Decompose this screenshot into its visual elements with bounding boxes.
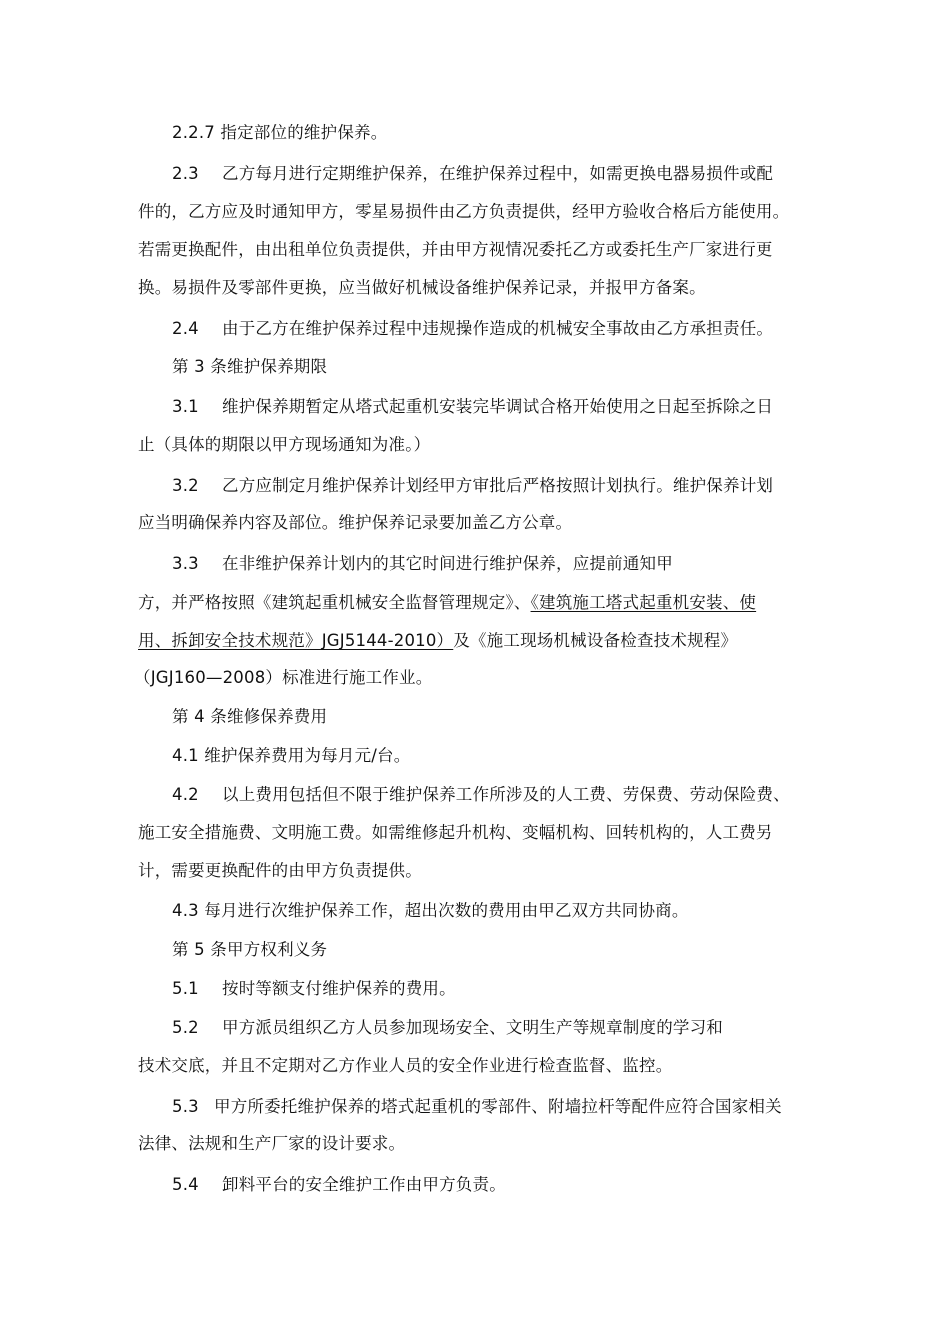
text-line: 用、拆卸安全技术规范》JGJ5144-2010）及《施工现场机械设备检查技术规程》	[138, 631, 738, 650]
clause-number: 2.3	[172, 164, 199, 183]
clause-text: 乙方每月进行定期维护保养，在维护保养过程中，如需更换电器易损件或配	[222, 164, 774, 183]
section-heading-3: 第 3 条维护保养期限	[172, 357, 328, 376]
text-line: 止（具体的期限以甲方现场通知为准。）	[138, 435, 431, 454]
clause-text: 乙方应制定月维护保养计划经甲方审批后严格按照计划执行。维护保养计划	[222, 476, 774, 495]
clause-number: 5.2	[172, 1018, 199, 1037]
underlined-reference: 《建筑施工塔式起重机安装、使	[530, 593, 757, 612]
text-line: 应当明确保养内容及部位。维护保养记录要加盖乙方公章。	[138, 513, 573, 532]
clause-number: 3.3	[172, 554, 199, 573]
clause-text: 在非维护保养计划内的其它时间进行维护保养，应提前通知甲	[222, 554, 673, 573]
text-line: 计，需要更换配件的由甲方负责提供。	[138, 861, 422, 880]
clause-number: 3.1	[172, 397, 199, 416]
clause-text: 由于乙方在维护保养过程中违规操作造成的机械安全事故由乙方承担责任。	[222, 319, 774, 338]
clause-3-3	[172, 552, 673, 576]
clause-text: 卸料平台的安全维护工作由甲方负责。	[222, 1175, 506, 1194]
clause-number: 5.4	[172, 1175, 199, 1194]
text-line: 件的，乙方应及时通知甲方，零星易损件由乙方负责提供，经甲方验收合格后方能使用。	[138, 202, 790, 221]
clause-text: 以上费用包括但不限于维护保养工作所涉及的人工费、劳保费、劳动保险费、	[222, 785, 790, 804]
clause-4-1: 4.1 维护保养费用为每月元/台。	[172, 746, 411, 765]
clause-number: 2.4	[172, 319, 199, 338]
clause-text: 甲方所委托维护保养的塔式起重机的零部件、附墙拉杆等配件应符合国家相关	[214, 1097, 782, 1116]
clause-5-3	[172, 1095, 782, 1119]
text-line: 若需更换配件，由出租单位负责提供，并由甲方视情况委托乙方或委托生产厂家进行更	[138, 240, 773, 259]
text-line: 方，并严格按照《建筑起重机械安全监督管理规定》、《建筑施工塔式起重机安装、使	[138, 593, 757, 612]
clause-text: 按时等额支付维护保养的费用。	[222, 979, 456, 998]
clause-5-1	[172, 977, 456, 1001]
section-heading-5: 第 5 条甲方权利义务	[172, 940, 328, 959]
text-line: 法律、法规和生产厂家的设计要求。	[138, 1134, 406, 1153]
text-line: 换。易损件及零部件更换，应当做好机械设备维护保养记录，并报甲方备案。	[138, 278, 706, 297]
clause-number: 3.2	[172, 476, 199, 495]
clause-text: 甲方派员组织乙方人员参加现场安全、文明生产等规章制度的学习和	[222, 1018, 723, 1037]
clause-number: 5.1	[172, 979, 199, 998]
clause-number: 4.2	[172, 785, 199, 804]
clause-2-3	[172, 162, 773, 186]
text-line: 技术交底，并且不定期对乙方作业人员的安全作业进行检查监督、监控。	[138, 1056, 673, 1075]
clause-2-2-7: 2.2.7 指定部位的维护保养。	[172, 123, 388, 142]
clause-4-2	[172, 783, 790, 807]
clause-4-3: 4.3 每月进行次维护保养工作，超出次数的费用由甲乙双方共同协商。	[172, 901, 689, 920]
underlined-reference: 用、拆卸安全技术规范》JGJ5144-2010）	[138, 631, 454, 650]
clause-5-2	[172, 1016, 723, 1040]
text-line: （JGJ160—2008）标准进行施工作业。	[134, 668, 433, 687]
section-heading-4: 第 4 条维修保养费用	[172, 707, 328, 726]
clause-2-4	[172, 317, 773, 341]
text-line: 施工安全措施费、文明施工费。如需维修起升机构、变幅机构、回转机构的，人工费另	[138, 823, 773, 842]
clause-text: 维护保养期暂定从塔式起重机安装完毕调试合格开始使用之日起至拆除之日	[222, 397, 774, 416]
clause-3-1	[172, 395, 773, 419]
clause-number: 5.3	[172, 1097, 199, 1116]
clause-3-2	[172, 474, 773, 498]
clause-5-4	[172, 1173, 506, 1197]
